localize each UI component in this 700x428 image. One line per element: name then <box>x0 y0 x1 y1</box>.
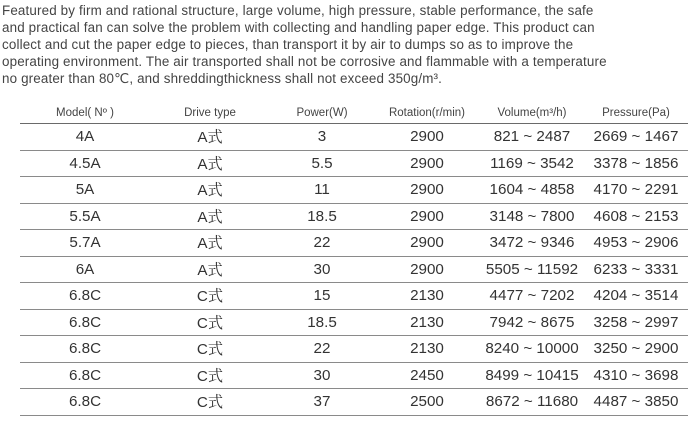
fan-spec-table <box>20 103 688 416</box>
header-drive-type: Drive type <box>150 103 270 124</box>
cell-model: 6.8C <box>20 389 150 416</box>
cell-pressure: 4170 ~ 2291 <box>584 177 688 204</box>
header-volume: Volume(m³/h) <box>480 103 584 124</box>
cell-volume: 8240 ~ 10000 <box>480 336 584 363</box>
header-power: Power(W) <box>270 103 374 124</box>
cell-model: 5.5A <box>20 203 150 230</box>
cell-volume: 5505 ~ 11592 <box>480 256 584 283</box>
cell-volume: 3148 ~ 7800 <box>480 203 584 230</box>
cell-pressure: 4953 ~ 2906 <box>584 230 688 257</box>
cell-model: 6A <box>20 256 150 283</box>
table-row <box>20 336 688 363</box>
cell-drive-type: C式 <box>150 283 270 310</box>
table-row <box>20 230 688 257</box>
description-line-2: and practical fan can solve the problem with collecting and handling paper edge. This product can <box>2 19 595 35</box>
cell-power: 18.5 <box>270 309 374 336</box>
cell-pressure: 3258 ~ 2997 <box>584 309 688 336</box>
cell-power: 22 <box>270 230 374 257</box>
cell-drive-type: A式 <box>150 256 270 283</box>
cell-model: 6.8C <box>20 309 150 336</box>
header-rotation: Rotation(r/min) <box>374 103 480 124</box>
cell-drive-type: A式 <box>150 124 270 151</box>
cell-volume: 8672 ~ 11680 <box>480 389 584 416</box>
cell-drive-type: C式 <box>150 336 270 363</box>
cell-rotation: 2450 <box>374 362 480 389</box>
table-row <box>20 256 688 283</box>
cell-model: 6.8C <box>20 283 150 310</box>
cell-rotation: 2900 <box>374 150 480 177</box>
cell-rotation: 2900 <box>374 256 480 283</box>
cell-rotation: 2900 <box>374 177 480 204</box>
cell-power: 37 <box>270 389 374 416</box>
cell-model: 5A <box>20 177 150 204</box>
cell-model: 6.8C <box>20 362 150 389</box>
header-model: Model( Nº ) <box>20 103 150 124</box>
cell-rotation: 2130 <box>374 283 480 310</box>
table-row <box>20 309 688 336</box>
product-description <box>2 3 696 88</box>
cell-volume: 3472 ~ 9346 <box>480 230 584 257</box>
cell-drive-type: A式 <box>150 203 270 230</box>
cell-pressure: 4310 ~ 3698 <box>584 362 688 389</box>
cell-power: 15 <box>270 283 374 310</box>
cell-volume: 4477 ~ 7202 <box>480 283 584 310</box>
cell-rotation: 2900 <box>374 230 480 257</box>
cell-power: 3 <box>270 124 374 151</box>
cell-pressure: 3378 ~ 1856 <box>584 150 688 177</box>
table-row <box>20 177 688 204</box>
table-row <box>20 203 688 230</box>
description-line-3: collect and cut the paper edge to pieces, than transport it by air to dumps so as to improve the <box>2 36 574 52</box>
cell-volume: 1169 ~ 3542 <box>480 150 584 177</box>
cell-rotation: 2900 <box>374 203 480 230</box>
cell-power: 30 <box>270 256 374 283</box>
cell-power: 11 <box>270 177 374 204</box>
cell-drive-type: A式 <box>150 150 270 177</box>
header-pressure: Pressure(Pa) <box>584 103 688 124</box>
table-row <box>20 150 688 177</box>
cell-drive-type: A式 <box>150 230 270 257</box>
cell-model: 6.8C <box>20 336 150 363</box>
cell-volume: 8499 ~ 10415 <box>480 362 584 389</box>
cell-drive-type: C式 <box>150 309 270 336</box>
cell-rotation: 2130 <box>374 309 480 336</box>
table-header-row <box>20 103 688 124</box>
cell-model: 4A <box>20 124 150 151</box>
description-line-5: no greater than 80℃, and shreddingthickness shall not exceed 350g/m³. <box>2 70 443 86</box>
cell-rotation: 2500 <box>374 389 480 416</box>
cell-volume: 821 ~ 2487 <box>480 124 584 151</box>
cell-power: 18.5 <box>270 203 374 230</box>
cell-pressure: 2669 ~ 1467 <box>584 124 688 151</box>
table-row <box>20 389 688 416</box>
cell-volume: 1604 ~ 4858 <box>480 177 584 204</box>
cell-drive-type: C式 <box>150 389 270 416</box>
cell-pressure: 4487 ~ 3850 <box>584 389 688 416</box>
cell-volume: 7942 ~ 8675 <box>480 309 584 336</box>
description-line-4: operating environment. The air transported shall not be corrosive and flammable with a temperature <box>2 53 607 69</box>
table-row <box>20 124 688 151</box>
table-row <box>20 362 688 389</box>
cell-drive-type: A式 <box>150 177 270 204</box>
cell-model: 4.5A <box>20 150 150 177</box>
cell-drive-type: C式 <box>150 362 270 389</box>
cell-rotation: 2900 <box>374 124 480 151</box>
cell-power: 5.5 <box>270 150 374 177</box>
description-line-1: Featured by firm and rational structure, large volume, high pressure, stable performance, the safe <box>2 3 594 18</box>
cell-model: 5.7A <box>20 230 150 257</box>
table-row <box>20 283 688 310</box>
cell-power: 22 <box>270 336 374 363</box>
cell-pressure: 3250 ~ 2900 <box>584 336 688 363</box>
cell-pressure: 4608 ~ 2153 <box>584 203 688 230</box>
cell-rotation: 2130 <box>374 336 480 363</box>
cell-pressure: 4204 ~ 3514 <box>584 283 688 310</box>
cell-pressure: 6233 ~ 3331 <box>584 256 688 283</box>
cell-power: 30 <box>270 362 374 389</box>
